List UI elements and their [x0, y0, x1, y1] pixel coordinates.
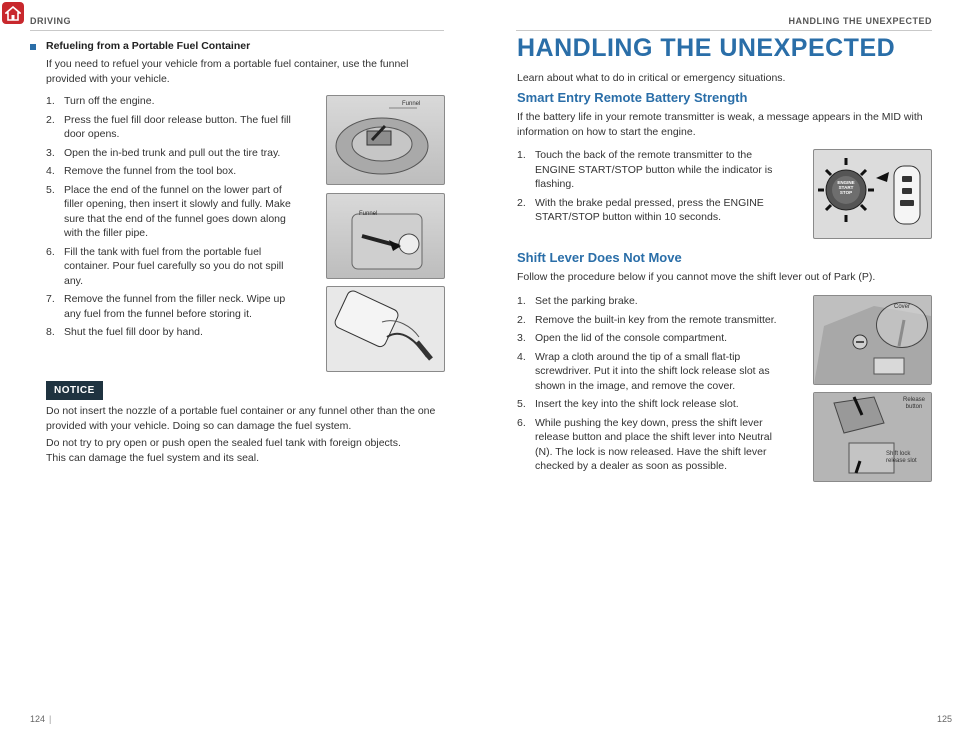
- refuel-steps: [46, 94, 298, 344]
- shift-paragraph: Follow the procedure below if you cannot move the shift lever out of Park (P).: [517, 271, 876, 283]
- shift-lock-release-image: [813, 392, 932, 482]
- intro-paragraph: If you need to refuel your vehicle from a portable fuel container, use the funnel provided with your vehicle.: [46, 58, 409, 85]
- battery-steps: [517, 148, 775, 229]
- right-intro: Learn about what to do in critical or emergency situations.: [517, 72, 786, 84]
- funnel-label: Funnel: [359, 211, 378, 217]
- section-header-left: DRIVING: [30, 16, 72, 26]
- section-heading-shift: Shift Lever Does Not Move: [517, 250, 682, 265]
- notice-badge: NOTICE: [46, 381, 103, 400]
- list-item: 5. Insert the key into the shift lock release slot.: [517, 398, 739, 410]
- shift-lock-slot-label: Shift lock release slot: [886, 451, 917, 464]
- page-title: HANDLING THE UNEXPECTED: [517, 34, 896, 62]
- list-item: 7. Remove the funnel from the filler neck. Wipe up any fuel from the funnel before storing it.: [46, 293, 286, 320]
- remote-start-button-image: [813, 149, 932, 239]
- cover-label: Cover: [894, 304, 911, 310]
- engine-start-stop-label: ENGINE START STOP: [837, 180, 855, 195]
- battery-paragraph: If the battery life in your remote transmitter is weak, a message appears in the MID with information on how to start the engine.: [517, 111, 923, 138]
- list-item: 2. Press the fuel fill door release button. The fuel fill door opens.: [46, 113, 291, 140]
- list-item: 4. Remove the funnel from the tool box.: [46, 165, 237, 177]
- notice-paragraph-2: Do not try to pry open or push open the sealed fuel tank with foreign objects. This can damage the fuel system and its seal.: [46, 437, 401, 464]
- list-item: 2. Remove the built-in key from the remote transmitter.: [517, 313, 777, 326]
- section-heading-battery: Smart Entry Remote Battery Strength: [517, 90, 748, 105]
- header-divider-left: [30, 30, 444, 31]
- list-item: 6. Fill the tank with fuel from the portable fuel container. Pour fuel carefully so you do not spill any.: [46, 245, 284, 287]
- funnel-label: Funnel: [402, 101, 421, 107]
- list-item: 6. While pushing the key down, press the shift lever release button and place the shift lever into Neutral (N). The lock is now released. Have the shift lever checked by a dealer as soon as possible.: [517, 416, 772, 472]
- list-item: 5. Place the end of the funnel on the lower part of filler opening, then insert it slowly and fully. Make sure that the end of the funnel goes down along with the filler pipe.: [46, 183, 291, 239]
- list-item: 3. Open the lid of the console compartment.: [517, 332, 728, 344]
- section-header-right: HANDLING THE UNEXPECTED: [788, 16, 932, 26]
- list-item: 3. Open the in-bed trunk and pull out the tire tray.: [46, 146, 281, 159]
- shift-steps: [517, 294, 779, 478]
- subheading: Refueling from a Portable Fuel Container: [46, 40, 251, 52]
- page-number-left: 124: [30, 714, 46, 724]
- page-number-right: 125: [936, 714, 952, 724]
- spare-tire-funnel-image: [326, 95, 445, 185]
- list-item: 1. Set the parking brake.: [517, 295, 638, 307]
- release-button-label: Release button: [902, 397, 925, 410]
- list-item: 1. Turn off the engine.: [46, 95, 155, 107]
- list-item: 4. Wrap a cloth around the tip of a small flat-tip screwdriver. Put it into the shift lock release slot as shown in the image, and remove the cover.: [517, 350, 770, 392]
- notice-paragraph-1: Do not insert the nozzle of a portable fuel container or any funnel other than the one provided with your vehicle. Doing so can damage the fuel system.: [46, 405, 436, 432]
- page-number-divider: |: [49, 714, 52, 724]
- fuel-filler-funnel-image: [326, 193, 445, 279]
- list-item: 1. Touch the back of the remote transmitter to the ENGINE START/STOP button while the indicator is flashing.: [517, 149, 773, 190]
- header-divider-right: [516, 30, 932, 31]
- home-icon: [5, 6, 21, 21]
- funnel-removal-image: [326, 286, 445, 372]
- console-cover-image: [813, 295, 932, 385]
- subheading-bullet: [30, 41, 36, 50]
- list-item: 8. Shut the fuel fill door by hand.: [46, 326, 203, 338]
- home-button[interactable]: [2, 2, 24, 24]
- list-item: 2. With the brake pedal pressed, press the ENGINE START/STOP button within 10 seconds.: [517, 196, 764, 223]
